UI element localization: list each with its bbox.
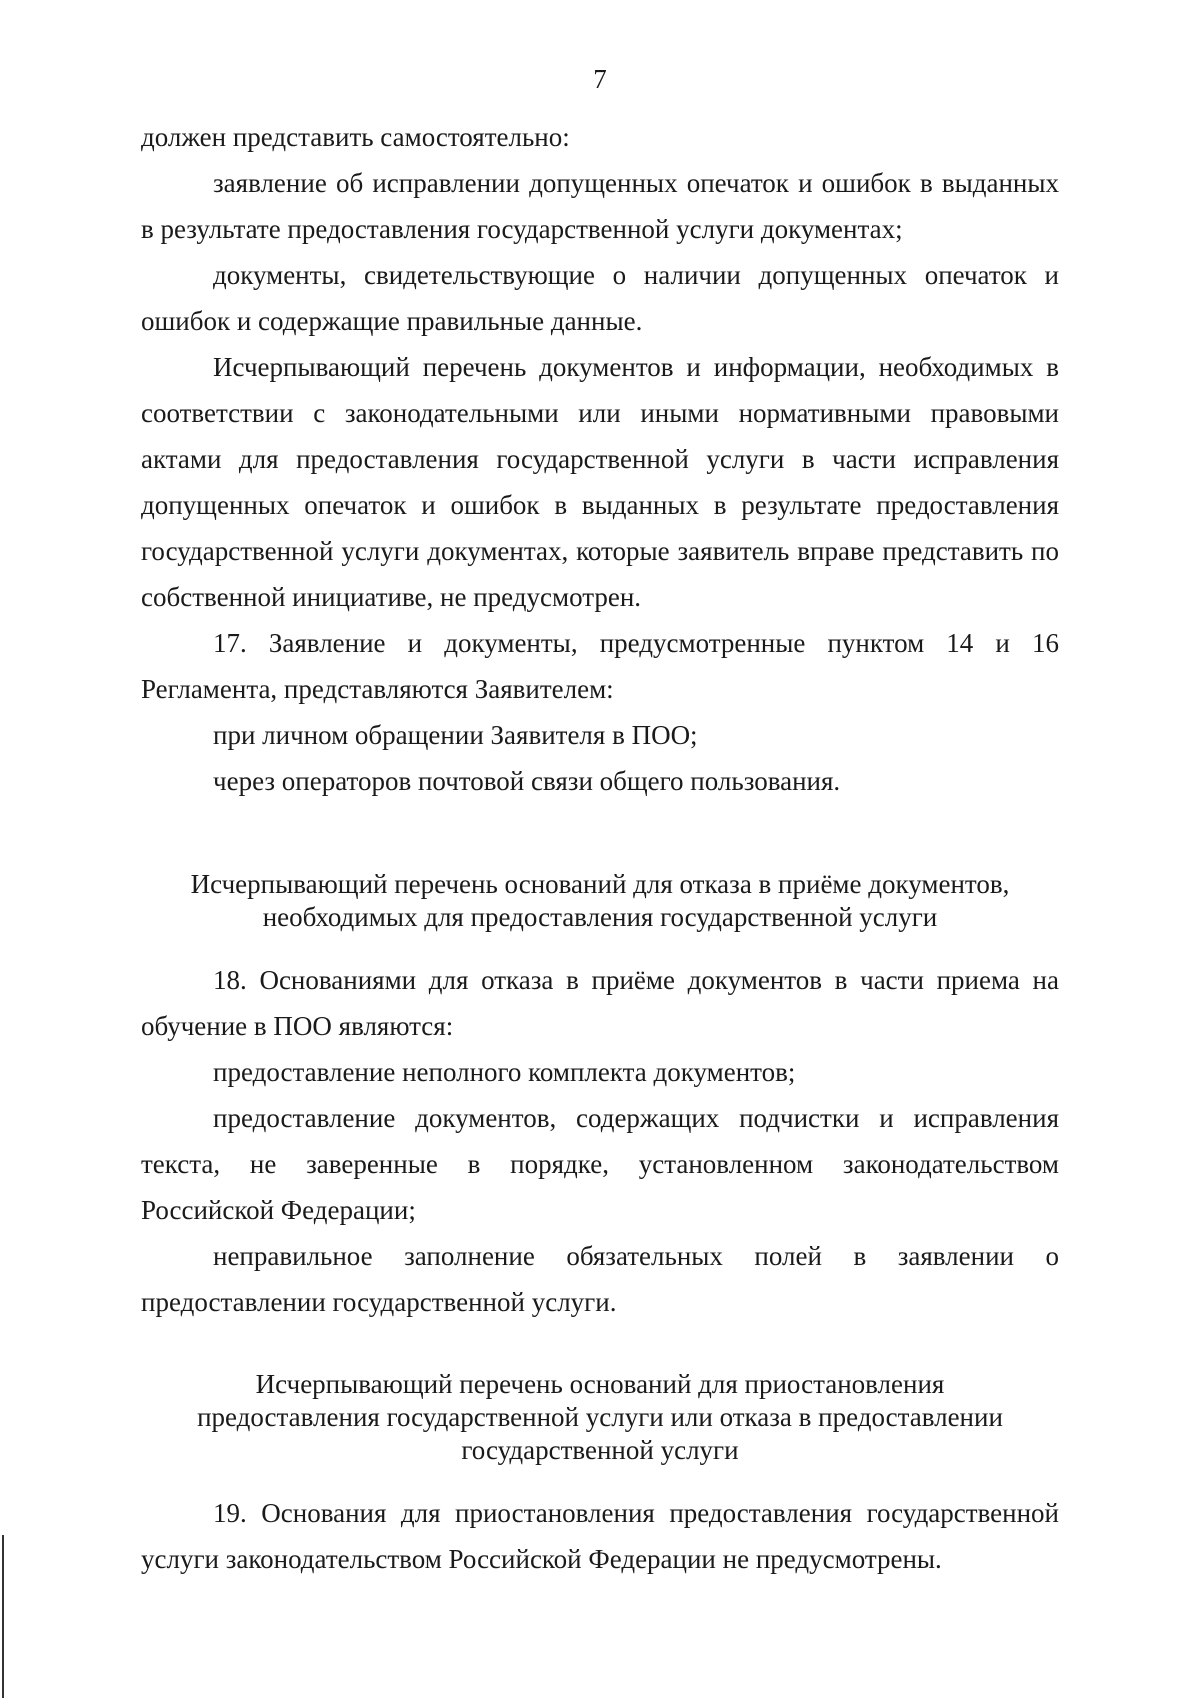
section-2 [141, 957, 1059, 1325]
section-heading-line: государственной услуги [461, 1435, 739, 1465]
paragraph: заявление об исправлении допущенных опечаток и ошибок в выданных в результате предоставления государственной услуги документах; [141, 168, 1059, 244]
paragraph: предоставление неполного комплекта документов; [213, 1057, 796, 1087]
paragraph: предоставление документов, содержащих подчистки и исправления текста, не заверенные в порядке, установленном законодательством Российской Федерации; [141, 1103, 1059, 1225]
section-heading-line: Исчерпывающий перечень оснований для отказа в приёме документов, [190, 869, 1010, 899]
paragraph: 17. Заявление и документы, предусмотренные пунктом 14 и 16 Регламента, представляются Заявителем: [141, 628, 1059, 704]
section-1 [141, 114, 1059, 804]
paragraph: Исчерпывающий перечень документов и информации, необходимых в соответствии с законодательными или иными нормативными правовыми актами для предоставления государственной услуги в части исправления допущенных опечаток и ошибок в выданных в результате предоставления государственной услуги документах, которые заявитель вправе представить по собственной инициативе, не предусмотрен. [141, 352, 1059, 612]
section-heading-line: необходимых для предоставления государственной услуги [262, 902, 938, 932]
paragraph: через операторов почтовой связи общего пользования. [213, 766, 841, 796]
page-number: 7 [593, 64, 607, 94]
section-heading-line: Исчерпывающий перечень оснований для приостановления [255, 1369, 945, 1399]
section-3 [141, 1490, 1059, 1582]
section-heading-1 [141, 868, 1059, 934]
paragraph: неправильное заполнение обязательных полей в заявлении о предоставлении государственной услуги. [141, 1241, 1059, 1317]
section-heading-2 [141, 1368, 1059, 1467]
paragraph: 19. Основания для приостановления предоставления государственной услуги законодательством Российской Федерации не предусмотрены. [141, 1498, 1059, 1574]
paragraph: 18. Основаниями для отказа в приёме документов в части приема на обучение в ПОО являются: [141, 965, 1059, 1041]
scan-margin-line [2, 1535, 4, 1698]
paragraph: при личном обращении Заявителя в ПОО; [213, 720, 698, 750]
paragraph: должен представить самостоятельно: [141, 122, 570, 152]
paragraph: документы, свидетельствующие о наличии допущенных опечаток и ошибок и содержащие правильные данные. [141, 260, 1059, 336]
section-heading-line: предоставления государственной услуги или отказа в предоставлении [197, 1402, 1003, 1432]
